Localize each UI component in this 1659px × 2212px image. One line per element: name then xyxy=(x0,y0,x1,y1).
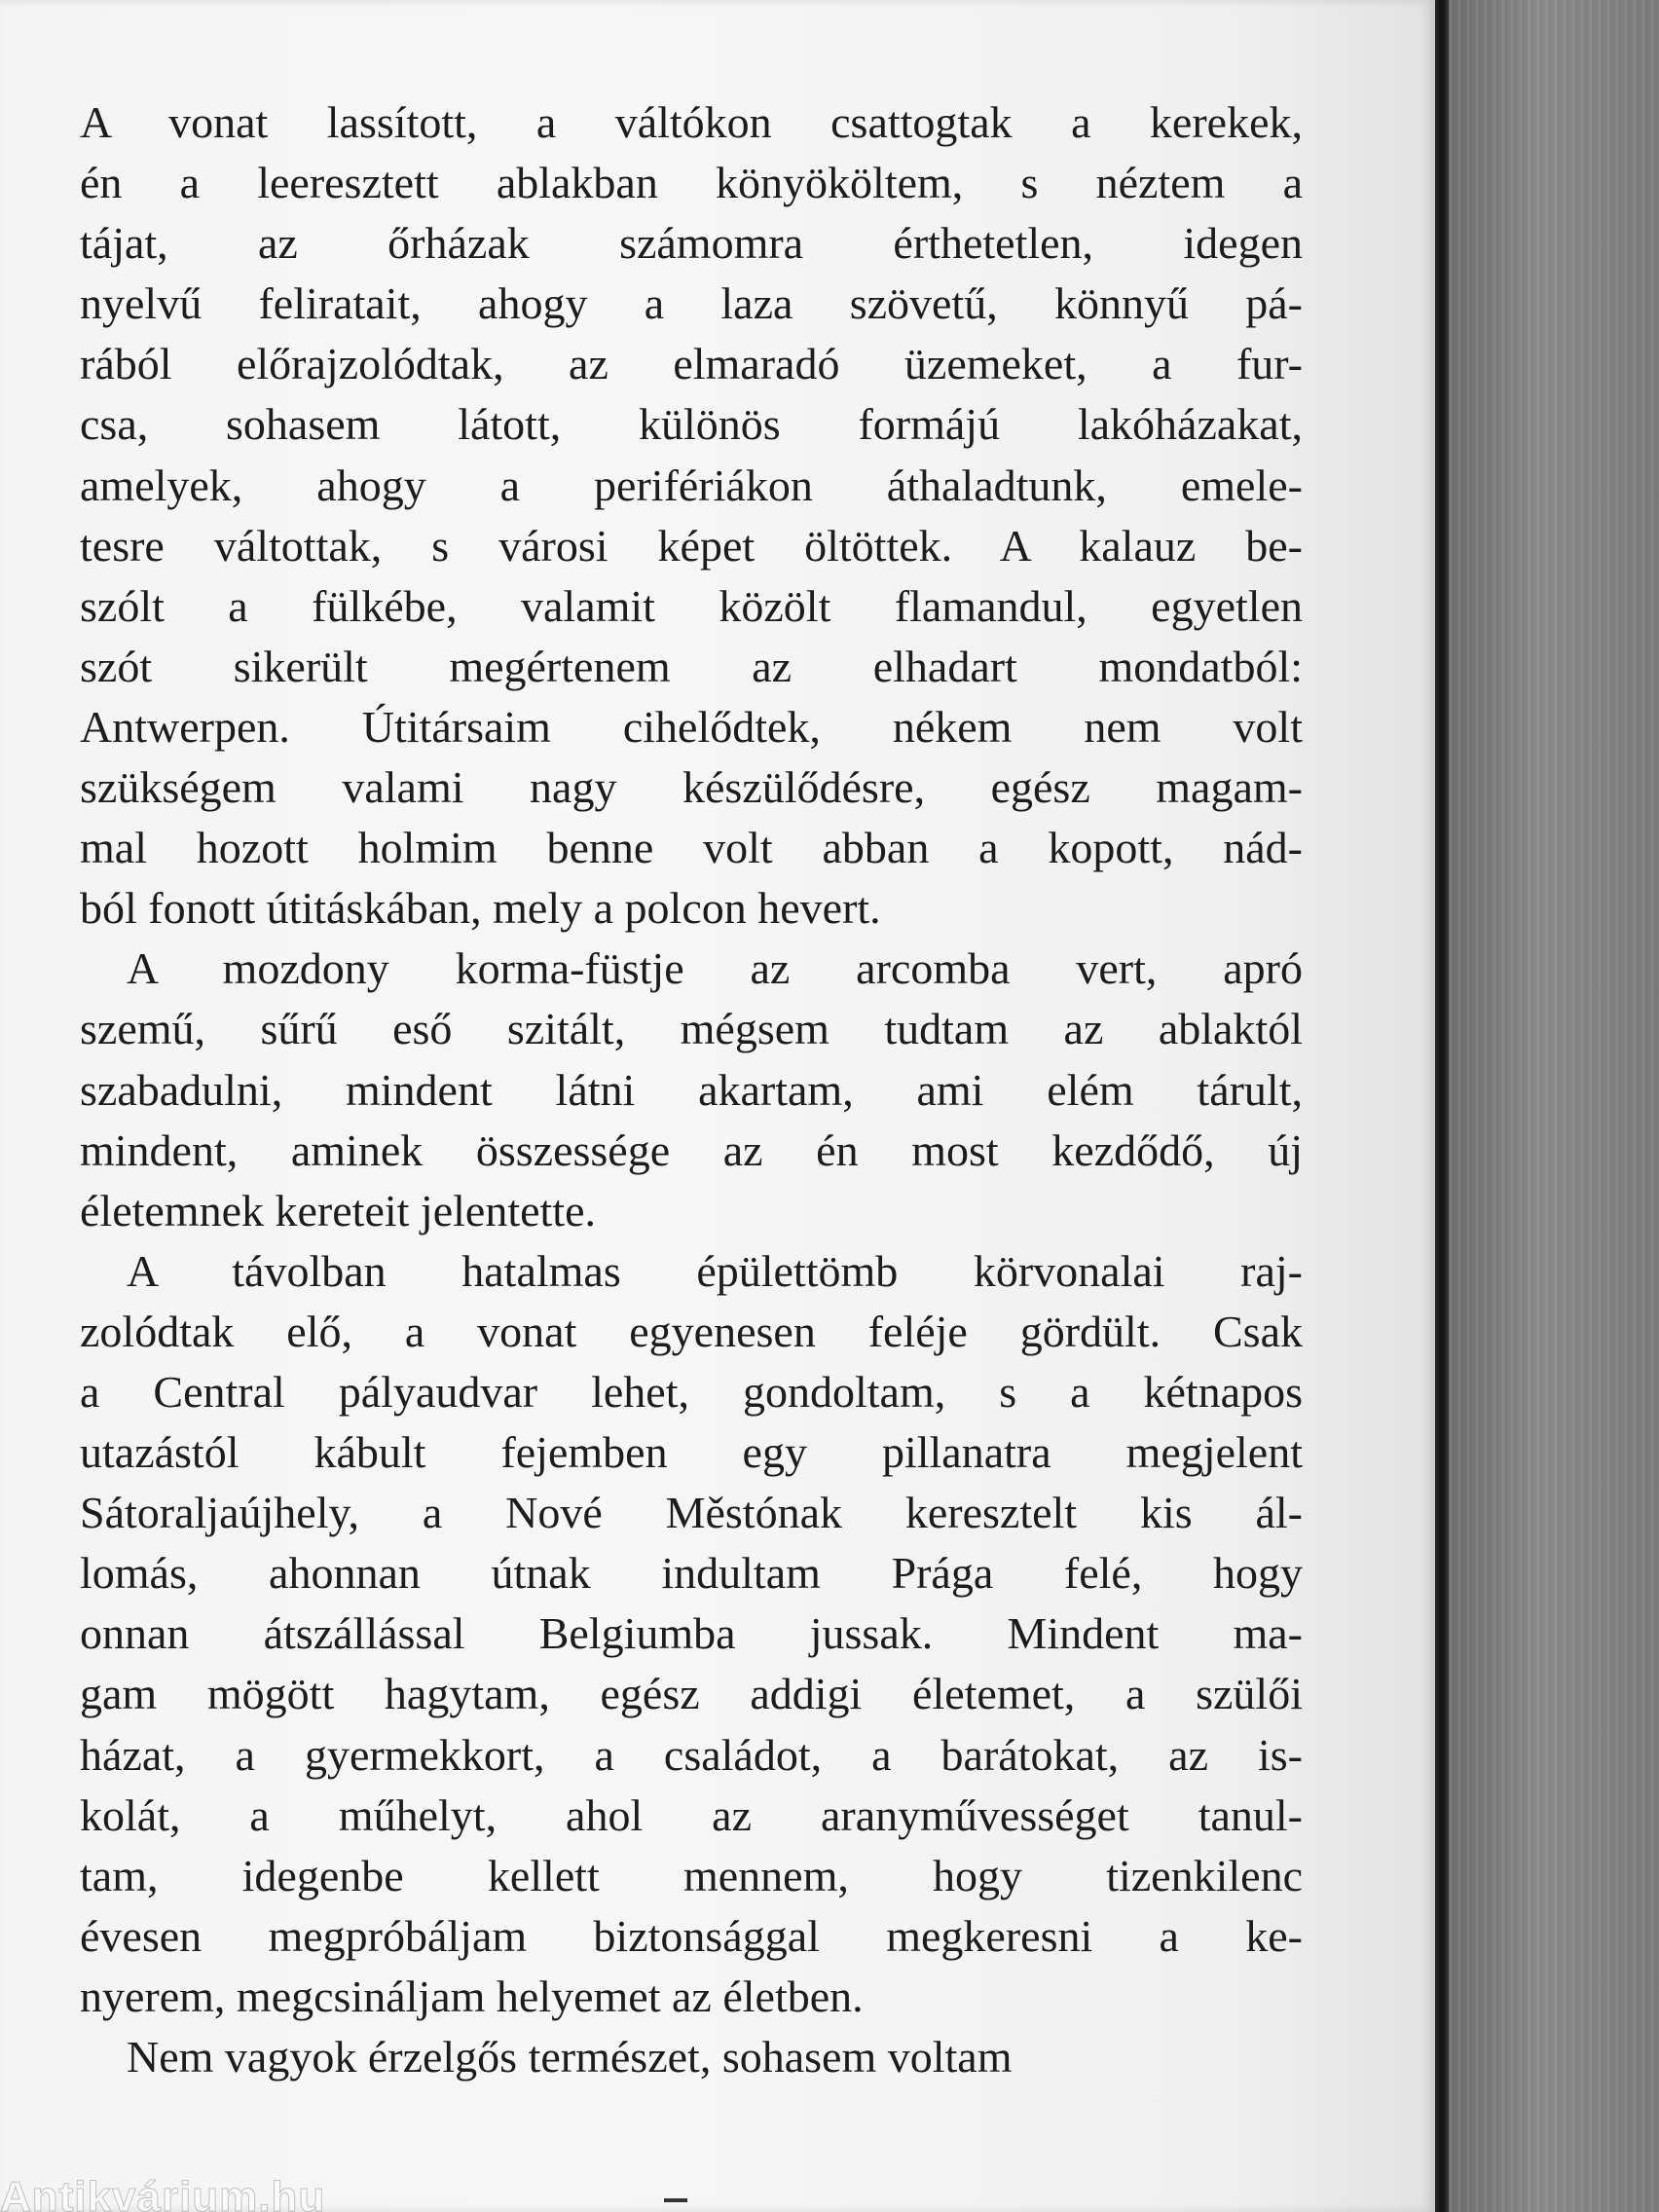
paragraph xyxy=(80,2027,1303,2087)
text-line: nyerem, megcsináljam helyemet az életben. xyxy=(80,1971,864,2021)
text-line: rából előrajzolódtak, az elmaradó üzemeket, a fur- xyxy=(80,339,1303,389)
text-line: Sátoraljaújhely, a Nové Městónak keresztelt kis ál- xyxy=(80,1488,1303,1538)
text-line: tesre váltottak, s városi képet öltöttek. A kalauz be- xyxy=(80,520,1303,571)
text-line: utazástól kábult fejemben egy pillanatra megjelent xyxy=(80,1427,1303,1478)
text-line: Nem vagyok érzelgős természet, sohasem voltam xyxy=(127,2032,1013,2082)
text-line: lomás, ahonnan útnak indultam Prága felé, hogy xyxy=(80,1548,1303,1599)
paragraph xyxy=(80,92,1303,939)
text-line: onnan átszállással Belgiumba jussak. Mindent ma- xyxy=(80,1608,1303,1659)
page-number-mark xyxy=(664,2198,687,2202)
text-line: kolát, a műhelyt, ahol az aranyművességet tanul- xyxy=(80,1789,1303,1840)
text-line: házat, a gyermekkort, a családot, a barátokat, az is- xyxy=(80,1729,1303,1780)
text-line: zolódtak elő, a vonat egyenesen feléje gördült. Csak xyxy=(80,1306,1303,1356)
text-line: tam, idegenbe kellett mennem, hogy tizenkilenc xyxy=(80,1850,1303,1900)
page-text xyxy=(80,92,1303,2087)
text-line: szót sikerült megértenem az elhadart mondatból: xyxy=(80,641,1303,691)
text-line: szólt a fülkébe, valamit közölt flamandul, egyetlen xyxy=(80,580,1303,631)
text-line: gam mögött hagytam, egész addigi életemet, a szülői xyxy=(80,1669,1303,1719)
text-line: A távolban hatalmas épülettömb körvonalai raj- xyxy=(127,1245,1303,1296)
text-line: én a leeresztett ablakban könyököltem, s néztem a xyxy=(80,158,1303,208)
text-line: tájat, az őrházak számomra érthetetlen, idegen xyxy=(80,218,1303,269)
text-line: nyelvű feliratait, ahogy a laza szövetű, könnyű pá- xyxy=(80,278,1303,329)
text-line: A mozdony korma-füstje az arcomba vert, apró xyxy=(127,943,1303,994)
text-line: csa, sohasem látott, különös formájú lakóházakat, xyxy=(80,399,1303,450)
text-line: A vonat lassított, a váltókon csattogtak a kerekek, xyxy=(80,97,1303,147)
text-line: Antwerpen. Útitársaim cihelődtek, nékem nem volt xyxy=(80,701,1303,752)
text-line: évesen megpróbáljam biztonsággal megkeresni a ke- xyxy=(80,1910,1303,1961)
text-line: a Central pályaudvar lehet, gondoltam, s a kétnapos xyxy=(80,1366,1303,1417)
text-line: életemnek kereteit jelentette. xyxy=(80,1185,596,1235)
text-line: mindent, aminek összessége az én most kezdődő, új xyxy=(80,1124,1303,1175)
paragraph xyxy=(80,939,1303,1240)
book-cover-edge xyxy=(1433,0,1449,2212)
paragraph xyxy=(80,1241,1303,2027)
text-line: szemű, sűrű eső szitált, mégsem tudtam az ablaktól xyxy=(80,1004,1303,1054)
text-line: mal hozott holmim benne volt abban a kopott, nád- xyxy=(80,823,1303,873)
text-line: szükségem valami nagy készülődésre, egész magam- xyxy=(80,762,1303,813)
text-line: amelyek, ahogy a perifériákon áthaladtunk, emele- xyxy=(80,460,1303,510)
watermark-text: Antikvárium.hu xyxy=(0,2173,326,2212)
text-line: szabadulni, mindent látni akartam, ami elém tárult, xyxy=(80,1064,1303,1115)
background-surface xyxy=(1441,0,1659,2212)
text-line: ból fonott útitáskában, mely a polcon hevert. xyxy=(80,883,881,934)
